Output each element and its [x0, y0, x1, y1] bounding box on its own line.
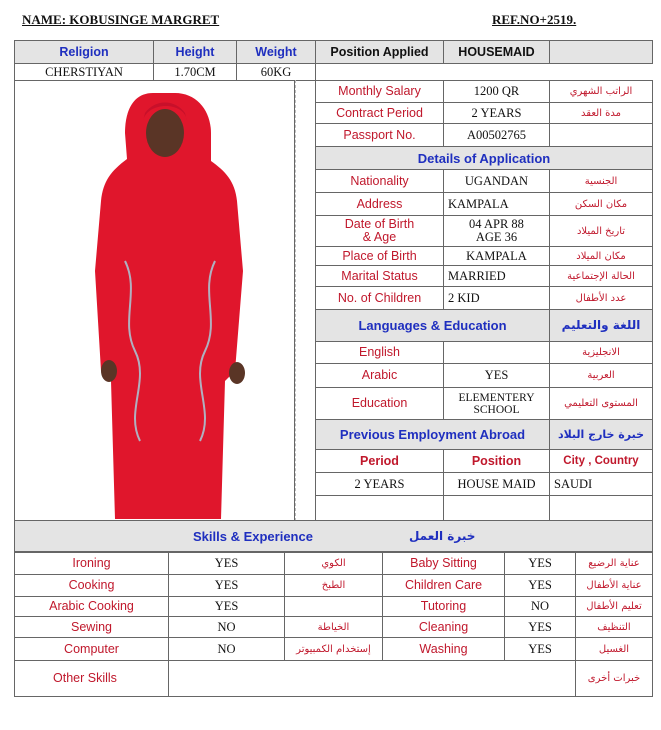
city-country-header: City , Country [549, 449, 653, 473]
arabic-ar: العربية [549, 363, 653, 388]
skill-left-value: NO [168, 637, 285, 661]
languages-section-title-ar: اللغة والتعليم [549, 309, 653, 342]
nationality-ar: الجنسية [549, 169, 653, 193]
place-of-birth-label: Place of Birth [315, 246, 444, 266]
position-applied-label: Position Applied [315, 40, 444, 64]
height-value: 1.70CM [153, 63, 237, 81]
english-label: English [315, 341, 444, 364]
skill-right-label: Tutoring [382, 596, 505, 617]
marital-status-ar: الحالة الإجتماعية [549, 265, 653, 287]
candidate-photo-figure [15, 81, 294, 520]
contract-period-ar: مدة العقد [549, 102, 653, 124]
employment-section-title: Previous Employment Abroad [315, 419, 550, 450]
children-label: No. of Children [315, 286, 444, 310]
address-label: Address [315, 192, 444, 216]
candidate-photo [14, 80, 295, 521]
skill-left-value: YES [168, 552, 285, 575]
skill-right-label: Baby Sitting [382, 552, 505, 575]
position-applied-ar [549, 40, 653, 64]
place-of-birth-ar: مكان الميلاد [549, 246, 653, 266]
photo-divider [295, 80, 296, 521]
marital-status-value: MARRIED [443, 265, 550, 287]
skill-left-value: YES [168, 596, 285, 617]
arabic-value: YES [443, 363, 550, 388]
arabic-label: Arabic [315, 363, 444, 388]
employment-empty-3 [549, 495, 653, 521]
skill-right-ar: تعليم الأطفال [575, 596, 653, 617]
passport-label: Passport No. [315, 123, 444, 147]
skill-left-ar: الطبخ [284, 574, 383, 597]
height-header: Height [153, 40, 237, 64]
employment-empty-2 [443, 495, 550, 521]
skill-right-value: NO [504, 596, 576, 617]
skill-left-label: Cooking [14, 574, 169, 597]
employment-empty-1 [315, 495, 444, 521]
dob-age-value: 04 APR 88 AGE 36 [443, 215, 550, 247]
religion-value: CHERSTIYAN [14, 63, 154, 81]
employment-period-value: 2 YEARS [315, 472, 444, 496]
skill-right-ar: الغسيل [575, 637, 653, 661]
place-of-birth-value: KAMPALA [443, 246, 550, 266]
skill-left-label: Sewing [14, 616, 169, 638]
skill-left-value: NO [168, 616, 285, 638]
skill-right-ar: عناية الرضيع [575, 552, 653, 575]
education-value: ELEMENTERY SCHOOL [443, 387, 550, 420]
skill-right-label: Washing [382, 637, 505, 661]
skill-right-ar: التنظيف [575, 616, 653, 638]
skills-section-title [14, 520, 653, 552]
weight-value: 60KG [236, 63, 316, 81]
marital-status-label: Marital Status [315, 265, 444, 287]
employment-position-value: HOUSE MAID [443, 472, 550, 496]
other-skills-label: Other Skills [14, 660, 169, 697]
skill-right-label: Cleaning [382, 616, 505, 638]
monthly-salary-label: Monthly Salary [315, 80, 444, 103]
skill-right-value: YES [504, 616, 576, 638]
other-skills-value [168, 660, 576, 697]
employment-section-title-ar: خبرة خارج البلاد [549, 419, 653, 450]
skill-left-label: Ironing [14, 552, 169, 575]
children-value: 2 KID [443, 286, 550, 310]
dob-age-label: Date of Birth & Age [315, 215, 444, 247]
skill-right-value: YES [504, 637, 576, 661]
children-ar: عدد الأطفال [549, 286, 653, 310]
nationality-label: Nationality [315, 169, 444, 193]
address-value: KAMPALA [443, 192, 550, 216]
dob-ar: تاريخ الميلاد [549, 215, 653, 247]
period-header: Period [315, 449, 444, 473]
address-ar: مكان السكن [549, 192, 653, 216]
passport-ar [549, 123, 653, 147]
skill-left-ar: الكوي [284, 552, 383, 575]
education-ar: المستوى التعليمي [549, 387, 653, 420]
skill-left-value: YES [168, 574, 285, 597]
skill-left-label: Computer [14, 637, 169, 661]
employment-city-value: SAUDI [549, 472, 653, 496]
skills-title-en: Skills & Experience [193, 528, 313, 544]
religion-header: Religion [14, 40, 154, 64]
other-skills-ar: خبرات أخرى [575, 660, 653, 697]
skill-right-ar: عناية الأطفال [575, 574, 653, 597]
application-section-title: Details of Application [315, 146, 653, 170]
skill-left-ar: الخياطة [284, 616, 383, 638]
english-value [443, 341, 550, 364]
weight-header: Weight [236, 40, 316, 64]
skill-right-value: YES [504, 552, 576, 575]
contract-period-value: 2 YEARS [443, 102, 550, 124]
skills-title-ar: خبرة العمل [408, 528, 476, 543]
skill-left-label: Arabic Cooking [14, 596, 169, 617]
candidate-name: NAME: KOBUSINGE MARGRET [22, 12, 220, 27]
contract-period-label: Contract Period [315, 102, 444, 124]
skill-right-label: Children Care [382, 574, 505, 597]
english-ar: الانجليزية [549, 341, 653, 364]
nationality-value: UGANDAN [443, 169, 550, 193]
monthly-salary-value: 1200 QR [443, 80, 550, 103]
position-applied-value: HOUSEMAID [443, 40, 550, 64]
skill-left-ar: إستخدام الكمبيوتر [284, 637, 383, 661]
education-label: Education [315, 387, 444, 420]
skill-left-ar [284, 596, 383, 617]
position-header: Position [443, 449, 550, 473]
reference-number: REF.NO+2519. [492, 12, 577, 27]
passport-value: A00502765 [443, 123, 550, 147]
monthly-salary-ar: الراتب الشهري [549, 80, 653, 103]
skill-right-value: YES [504, 574, 576, 597]
languages-section-title: Languages & Education [315, 309, 550, 342]
